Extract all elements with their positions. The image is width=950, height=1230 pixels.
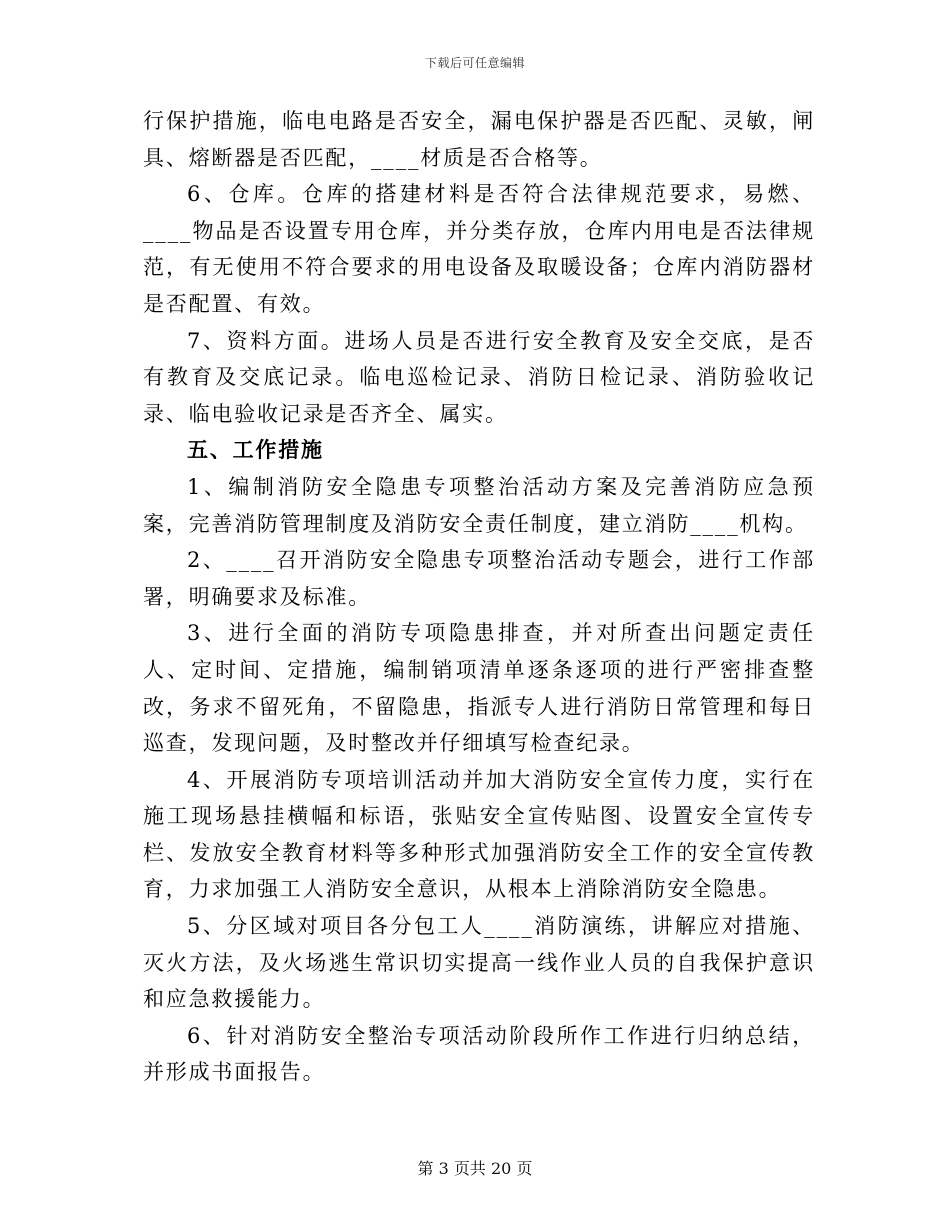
paragraph-measure-3: 3、进行全面的消防专项隐患排查，并对所查出问题定责任人、定时间、定措施，编制销项清单逐条逐项的进行严密排查整改，务求不留死角，不留隐患，指派专人进行消防日常管理和每日巡查，发现问题，及时整改并仔细填写检查纪录。 (143, 621, 815, 756)
page-number: 第 3 页共 20 页 (417, 1159, 533, 1178)
paragraph-measure-6: 6、针对消防安全整治专项活动阶段所作工作进行归纳总结，并形成书面报告。 (143, 1023, 815, 1085)
paragraph-measure-5: 5、分区域对项目各分包工人____消防演练，讲解应对措施、灭火方法，及火场逃生常识切实提高一线作业人员的自我保护意识和应急救援能力。 (143, 914, 815, 1012)
section-heading: 五、工作措施 (187, 438, 324, 463)
document-body (143, 103, 815, 1091)
paragraph-measure-4: 4、开展消防专项培训活动并加大消防安全宣传力度，实行在施工现场悬挂横幅和标语，张贴安全宣传贴图、设置安全宣传专栏、发放安全教育材料等多种形式加强消防安全工作的安全宣传教育，力求加强工人消防安全意识，从根本上消除消防安全隐患。 (143, 767, 815, 902)
paragraph-item-7-documents: 7、资料方面。进场人员是否进行安全教育及安全交底，是否有教育及交底记录。临电巡检记录、消防日检记录、消防验收记录、临电验收记录是否齐全、属实。 (143, 328, 815, 426)
paragraph-measure-1: 1、编制消防安全隐患专项整治活动方案及完善消防应急预案，完善消防管理制度及消防安全责任制度，建立消防____机构。 (143, 474, 815, 536)
paragraph-measure-2: 2、____召开消防安全隐患专项整治活动专题会，进行工作部署，明确要求及标准。 (143, 548, 815, 609)
paragraph-continuation: 行保护措施，临电电路是否安全，漏电保护器是否匹配、灵敏，闸具、熔断器是否匹配，____材质是否合格等。 (143, 109, 815, 170)
paragraph-item-6-warehouse: 6、仓库。仓库的搭建材料是否符合法律规范要求，易燃、____物品是否设置专用仓库，并分类存放，仓库内用电是否法律规范，有无使用不符合要求的用电设备及取暖设备；仓库内消防器材是否配置、有效。 (143, 182, 815, 316)
page-header: 下载后可任意编辑 (424, 56, 525, 70)
